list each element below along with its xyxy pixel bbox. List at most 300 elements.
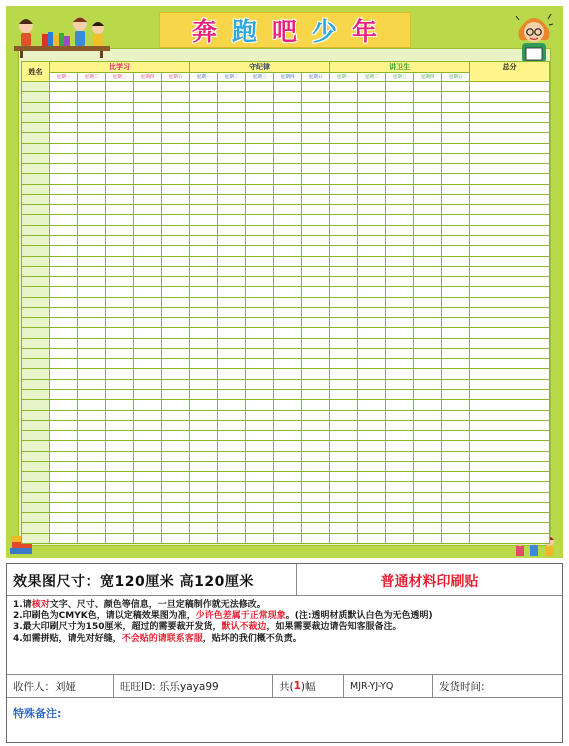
score-cell	[50, 389, 78, 399]
score-cell	[78, 338, 106, 348]
day-header-hygiene: 星期三	[386, 73, 414, 82]
score-cell	[246, 431, 274, 441]
score-cell	[246, 194, 274, 204]
score-cell	[162, 307, 190, 317]
score-cell	[386, 133, 414, 143]
score-cell	[246, 369, 274, 379]
score-cell	[414, 472, 442, 482]
total-score-cell	[470, 482, 550, 492]
score-cell	[218, 338, 246, 348]
score-cell	[386, 287, 414, 297]
score-cell	[386, 123, 414, 133]
score-cell	[302, 513, 330, 523]
day-header-hygiene: 星期二	[358, 73, 386, 82]
grid-row	[22, 225, 550, 235]
score-cell	[386, 318, 414, 328]
score-cell	[78, 523, 106, 533]
score-cell	[218, 133, 246, 143]
score-cell	[246, 328, 274, 338]
score-cell	[302, 174, 330, 184]
score-cell	[134, 123, 162, 133]
score-cell	[302, 420, 330, 430]
print-order-card	[6, 563, 563, 743]
material-type: 普通材料印刷贴	[380, 574, 479, 590]
score-cell	[274, 133, 302, 143]
score-cell	[50, 461, 78, 471]
score-cell	[386, 400, 414, 410]
score-cell	[162, 256, 190, 266]
score-cell	[414, 153, 442, 163]
score-cell	[414, 492, 442, 502]
grid-row	[22, 277, 550, 287]
score-cell	[358, 420, 386, 430]
score-cell	[162, 266, 190, 276]
student-name-cell	[22, 102, 50, 112]
ship-time-field: 发货时间:	[439, 680, 485, 693]
score-cell	[442, 143, 470, 153]
score-cell	[106, 389, 134, 399]
score-cell	[218, 369, 246, 379]
score-cell	[246, 502, 274, 512]
score-cell	[442, 492, 470, 502]
score-cell	[218, 92, 246, 102]
score-cell	[50, 318, 78, 328]
score-cell	[274, 266, 302, 276]
score-cell	[274, 194, 302, 204]
score-cell	[50, 112, 78, 122]
score-cell	[442, 164, 470, 174]
score-cell	[50, 205, 78, 215]
note-line	[13, 634, 561, 645]
score-cell	[386, 82, 414, 92]
score-cell	[134, 348, 162, 358]
score-cell	[246, 482, 274, 492]
score-cell	[414, 205, 442, 215]
score-cell	[190, 287, 218, 297]
score-cell	[442, 307, 470, 317]
score-cell	[246, 174, 274, 184]
score-cell	[330, 369, 358, 379]
score-cell	[442, 112, 470, 122]
score-cell	[358, 461, 386, 471]
student-name-cell	[22, 153, 50, 163]
score-cell	[50, 194, 78, 204]
grid-row	[22, 174, 550, 184]
note-text: 。(注:透明材质默认白色为无色透明)	[285, 611, 433, 622]
score-cell	[302, 235, 330, 245]
student-name-cell	[22, 328, 50, 338]
score-cell	[218, 164, 246, 174]
score-cell	[358, 338, 386, 348]
score-cell	[134, 533, 162, 543]
score-cell	[414, 277, 442, 287]
score-cell	[106, 174, 134, 184]
day-header-discipline: 星期二	[218, 73, 246, 82]
score-cell	[246, 461, 274, 471]
score-cell	[190, 82, 218, 92]
score-cell	[386, 102, 414, 112]
group-header-study: 比学习	[50, 62, 190, 73]
grid-row	[22, 359, 550, 369]
score-cell	[134, 482, 162, 492]
score-cell	[274, 461, 302, 471]
score-cell	[190, 194, 218, 204]
score-cell	[190, 359, 218, 369]
score-cell	[50, 92, 78, 102]
score-cell	[218, 451, 246, 461]
score-cell	[358, 441, 386, 451]
score-cell	[358, 348, 386, 358]
score-cell	[246, 307, 274, 317]
score-cell	[106, 215, 134, 225]
score-cell	[190, 266, 218, 276]
score-cell	[302, 215, 330, 225]
score-cell	[302, 92, 330, 102]
score-cell	[190, 215, 218, 225]
score-cell	[358, 389, 386, 399]
size-text: 效果图尺寸：宽120厘米 高120厘米	[13, 574, 254, 590]
score-cell	[274, 256, 302, 266]
score-cell	[302, 482, 330, 492]
score-cell	[274, 348, 302, 358]
score-cell	[414, 174, 442, 184]
score-cell	[106, 205, 134, 215]
score-cell	[386, 348, 414, 358]
score-cell	[162, 287, 190, 297]
score-cell	[414, 451, 442, 461]
score-cell	[50, 153, 78, 163]
score-cell	[246, 256, 274, 266]
student-name-cell	[22, 256, 50, 266]
score-cell	[78, 502, 106, 512]
score-cell	[134, 513, 162, 523]
score-cell	[330, 451, 358, 461]
score-cell	[386, 246, 414, 256]
score-cell	[386, 266, 414, 276]
score-cell	[386, 513, 414, 523]
score-cell	[414, 461, 442, 471]
score-cell	[330, 287, 358, 297]
total-score-cell	[470, 225, 550, 235]
note-emphasis: 少许色差属于正常现象	[195, 611, 286, 622]
score-cell	[274, 492, 302, 502]
score-cell	[218, 441, 246, 451]
score-cell	[134, 287, 162, 297]
score-cell	[442, 174, 470, 184]
score-cell	[190, 92, 218, 102]
score-cell	[414, 410, 442, 420]
score-cell	[414, 246, 442, 256]
score-cell	[274, 277, 302, 287]
grid-row	[22, 482, 550, 492]
score-cell	[218, 523, 246, 533]
score-cell	[358, 184, 386, 194]
score-cell	[106, 112, 134, 122]
score-cell	[442, 533, 470, 543]
score-cell	[274, 523, 302, 533]
score-cell	[386, 482, 414, 492]
grid-row	[22, 441, 550, 451]
score-cell	[50, 297, 78, 307]
score-cell	[302, 297, 330, 307]
score-cell	[162, 348, 190, 358]
score-cell	[134, 420, 162, 430]
grid-row	[22, 92, 550, 102]
score-cell	[246, 472, 274, 482]
grid-row	[22, 472, 550, 482]
score-cell	[134, 225, 162, 235]
score-cell	[442, 502, 470, 512]
score-cell	[358, 143, 386, 153]
teacher-with-glasses-icon	[513, 10, 555, 68]
score-cell	[106, 359, 134, 369]
grid-row	[22, 461, 550, 471]
score-cell	[190, 133, 218, 143]
day-header-discipline: 星期一	[190, 73, 218, 82]
score-cell	[134, 451, 162, 461]
total-score-cell	[470, 441, 550, 451]
score-cell	[190, 256, 218, 266]
score-cell	[274, 533, 302, 543]
score-cell	[246, 513, 274, 523]
total-score-cell	[470, 256, 550, 266]
score-cell	[162, 277, 190, 287]
score-cell	[246, 318, 274, 328]
student-name-cell	[22, 92, 50, 102]
score-cell	[246, 246, 274, 256]
total-score-cell	[470, 153, 550, 163]
total-score-cell	[470, 307, 550, 317]
score-cell	[274, 369, 302, 379]
score-cell	[274, 420, 302, 430]
grid-row	[22, 143, 550, 153]
score-cell	[218, 112, 246, 122]
score-cell	[330, 112, 358, 122]
score-cell	[162, 112, 190, 122]
score-cell	[330, 472, 358, 482]
score-cell	[414, 389, 442, 399]
grid-row	[22, 400, 550, 410]
score-cell	[162, 502, 190, 512]
score-cell	[134, 266, 162, 276]
note-text: ，贴坏的我们概不负责。	[202, 633, 302, 644]
score-cell	[330, 410, 358, 420]
total-score-cell	[470, 184, 550, 194]
score-cell	[78, 369, 106, 379]
score-cell	[442, 431, 470, 441]
score-cell	[386, 164, 414, 174]
score-cell	[358, 492, 386, 502]
score-cell	[330, 133, 358, 143]
score-cell	[442, 246, 470, 256]
student-name-cell	[22, 410, 50, 420]
score-cell	[386, 235, 414, 245]
grid-row	[22, 379, 550, 389]
grid-row	[22, 205, 550, 215]
score-cell	[218, 389, 246, 399]
score-cell	[78, 112, 106, 122]
student-name-cell	[22, 174, 50, 184]
score-cell	[162, 225, 190, 235]
score-cell	[246, 184, 274, 194]
student-name-cell	[22, 307, 50, 317]
score-cell	[50, 359, 78, 369]
score-cell	[330, 502, 358, 512]
score-cell	[134, 359, 162, 369]
note-emphasis: 核对	[31, 600, 50, 610]
score-cell	[358, 225, 386, 235]
total-score-cell	[470, 359, 550, 369]
score-cell	[162, 164, 190, 174]
total-score-cell	[470, 502, 550, 512]
score-cell	[50, 246, 78, 256]
total-score-cell	[470, 82, 550, 92]
score-cell	[302, 112, 330, 122]
grid-row	[22, 451, 550, 461]
score-cell	[358, 205, 386, 215]
score-cell	[162, 523, 190, 533]
total-score-cell	[470, 112, 550, 122]
score-cell	[162, 379, 190, 389]
score-cell	[162, 533, 190, 543]
score-cell	[330, 389, 358, 399]
score-cell	[414, 256, 442, 266]
score-cell	[274, 246, 302, 256]
score-cell	[78, 277, 106, 287]
note-text: 3.最大印刷尺寸为150厘米，超过的需要裁开发货，	[13, 622, 222, 633]
score-cell	[302, 328, 330, 338]
day-header-study: 星期二	[78, 73, 106, 82]
total-score-cell	[470, 164, 550, 174]
score-cell	[78, 297, 106, 307]
score-cell	[78, 205, 106, 215]
score-cell	[442, 235, 470, 245]
score-cell	[162, 338, 190, 348]
score-cell	[386, 533, 414, 543]
score-cell	[358, 112, 386, 122]
score-cell	[50, 133, 78, 143]
score-cell	[218, 318, 246, 328]
score-cell	[358, 328, 386, 338]
score-cell	[134, 338, 162, 348]
score-cell	[246, 400, 274, 410]
total-score-cell	[470, 523, 550, 533]
score-cell	[302, 123, 330, 133]
score-cell	[274, 513, 302, 523]
score-cell	[106, 420, 134, 430]
note-text: 1.请	[13, 600, 32, 610]
score-cell	[414, 338, 442, 348]
day-header-discipline: 星期三	[246, 73, 274, 82]
score-cell	[274, 359, 302, 369]
score-cell	[50, 287, 78, 297]
score-cell	[106, 82, 134, 92]
score-cell	[218, 359, 246, 369]
student-name-cell	[22, 513, 50, 523]
total-score-cell	[470, 472, 550, 482]
score-cell	[302, 266, 330, 276]
note-line	[13, 600, 561, 611]
day-header-study: 星期五	[162, 73, 190, 82]
score-cell	[274, 379, 302, 389]
score-cell	[162, 369, 190, 379]
score-cell	[386, 225, 414, 235]
title-char-3: 吧	[271, 17, 298, 46]
score-cell	[162, 461, 190, 471]
score-cell	[330, 523, 358, 533]
score-cell	[414, 523, 442, 533]
score-cell	[414, 266, 442, 276]
student-name-cell	[22, 112, 50, 122]
score-cell	[442, 194, 470, 204]
score-cell	[78, 420, 106, 430]
score-cell	[442, 318, 470, 328]
total-score-cell	[470, 235, 550, 245]
score-cell	[246, 523, 274, 533]
score-cell	[218, 225, 246, 235]
grid-row	[22, 123, 550, 133]
score-cell	[302, 338, 330, 348]
total-score-cell	[470, 369, 550, 379]
score-cell	[218, 82, 246, 92]
score-cell	[218, 215, 246, 225]
score-cell	[330, 307, 358, 317]
total-score-cell	[470, 123, 550, 133]
total-score-cell	[470, 318, 550, 328]
score-cell	[414, 307, 442, 317]
score-cell	[162, 318, 190, 328]
score-cell	[274, 205, 302, 215]
score-cell	[190, 297, 218, 307]
total-score-cell	[470, 451, 550, 461]
score-cell	[386, 431, 414, 441]
score-cell	[274, 400, 302, 410]
score-cell	[330, 441, 358, 451]
score-cell	[274, 297, 302, 307]
score-cell	[330, 482, 358, 492]
score-cell	[414, 82, 442, 92]
score-cell	[414, 92, 442, 102]
score-cell	[274, 389, 302, 399]
score-cell	[330, 431, 358, 441]
score-cell	[78, 184, 106, 194]
score-cell	[50, 328, 78, 338]
student-name-cell	[22, 420, 50, 430]
score-cell	[246, 389, 274, 399]
score-cell	[330, 225, 358, 235]
grid-row	[22, 502, 550, 512]
score-cell	[162, 133, 190, 143]
score-cell	[386, 215, 414, 225]
score-cell	[78, 266, 106, 276]
score-cell	[134, 369, 162, 379]
score-cell	[190, 369, 218, 379]
score-cell	[106, 256, 134, 266]
score-cell	[414, 431, 442, 441]
score-cell	[302, 194, 330, 204]
score-cell	[190, 472, 218, 482]
grid-row	[22, 287, 550, 297]
score-cell	[386, 153, 414, 163]
score-cell	[162, 482, 190, 492]
score-cell	[78, 492, 106, 502]
score-cell	[330, 420, 358, 430]
score-cell	[386, 297, 414, 307]
score-cell	[50, 441, 78, 451]
score-cell	[78, 441, 106, 451]
score-cell	[302, 523, 330, 533]
score-cell	[302, 133, 330, 143]
